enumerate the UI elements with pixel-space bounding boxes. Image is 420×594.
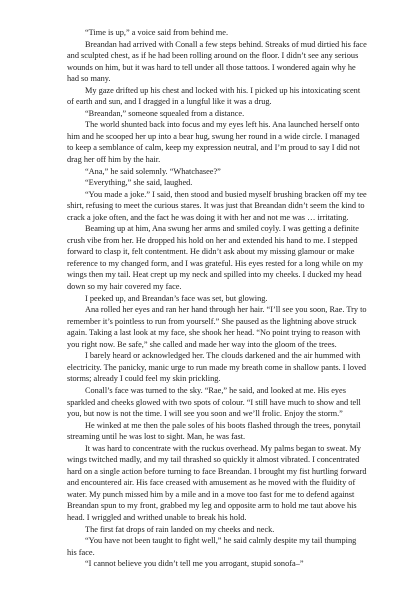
paragraph: It was hard to concentrate with the ruckus overhead. My palms began to sweat. My wings twitched madly, and my tail thrashed so quickly it almost vibrated. I concentrated hard on a single action before turning to face Breandan. I brought my fist hurtling forward and encountered air. His face creased with amusement as he moved with the fluidity of water. My punch missed him by a mile and in a move too fast for me to defend against Breandan spun to my front, grabbed my leg and opposite arm to hold me taut above his head. I wriggled and writhed unable to break his hold. bbox=[67, 443, 367, 522]
paragraph: The first fat drops of rain landed on my cheeks and neck. bbox=[85, 524, 275, 534]
paragraph: Breandan had arrived with Conall a few steps behind. Streaks of mud dirtied his face and sculpted chest, as if he had been rolling around on the floor. I didn’t see any serious wounds on him, but it was hard to tell under all those tattoos. I wondered again why he had so many. bbox=[67, 39, 367, 84]
paragraph: The world shunted back into focus and my eyes left his. Ana launched herself onto him and he scooped her up into a bear hug, swung her round in a wide circle. I managed to keep a semblance of calm, keep my expression neutral, and I’m proud to say I did not drag her off him by the hair. bbox=[67, 120, 360, 165]
paragraph: Conall’s face was turned to the sky. “Rae,” he said, and looked at me. His eyes sparkled and cheeks glowed with two spots of colour. “I still have much to show and tell you, but now is not the time. I will see you soon and we’ll frolic. Enjoy the storm.” bbox=[67, 385, 361, 419]
paragraph: “Breandan,” someone squealed from a distance. bbox=[85, 108, 245, 118]
paragraph: “You made a joke.” I said, then stood and busied myself brushing bracken off my tee shirt, refusing to meet the curious stares. It was just that Breandan didn’t seem the kind to crack a joke often, and the fact he was doing it with her and not me was … irritating. bbox=[67, 189, 367, 222]
paragraph: Beaming up at him, Ana swung her arms and smiled coyly. I was getting a definite crush vibe from her. He dropped his hold on her and extended his hand to me. I stepped forward to clasp it, felt contentment. He didn’t ask about my missing glamour or make reference to my changed form, and I was grateful. His eyes rested for a long while on my wings then my tail. Heat crept up my neck and spilled into my cheeks. I ducked my head down so my hair covered my face. bbox=[67, 224, 364, 292]
paragraph: “You have not been taught to fight well,” he said calmly despite my tail thumping his face. bbox=[67, 536, 357, 557]
paragraph: Ana rolled her eyes and ran her hand through her hair. “I’ll see you soon, Rae. Try to remember it’s pointless to run from yourself.” She paused as the lightning above struck again. Taking a last look at my face, she shook her head. “No point trying to reason with you right now. Be safe,” she called and made her way into the gloom of the trees. bbox=[67, 305, 367, 349]
paragraph: “Ana,” he said solemnly. “Whatchasee?” bbox=[85, 166, 221, 176]
paragraph: “Everything,” she said, laughed. bbox=[85, 178, 193, 188]
paragraph: I peeked up, and Breandan’s face was set, but glowing. bbox=[85, 293, 268, 303]
paragraph: “Time is up,” a voice said from behind me. bbox=[85, 28, 229, 37]
paragraph: My gaze drifted up his chest and locked with his. I picked up his intoxicating scent of earth and sun, and I dragged in a lungful like it was a drug. bbox=[67, 85, 361, 107]
paragraph: I barely heard or acknowledged her. The clouds darkened and the air hummed with electricity. The panicky, manic urge to run made my breath come in shallow pants. I loved storms; already I could feel my skin prickling. bbox=[67, 351, 367, 384]
paragraph: He winked at me then the pale soles of his boots flashed through the trees, ponytail streaming until he was lost to sight. Man, he was fast. bbox=[67, 420, 361, 442]
paragraph: “I cannot believe you didn’t tell me you arrogant, stupid sonofa–” bbox=[85, 559, 304, 569]
